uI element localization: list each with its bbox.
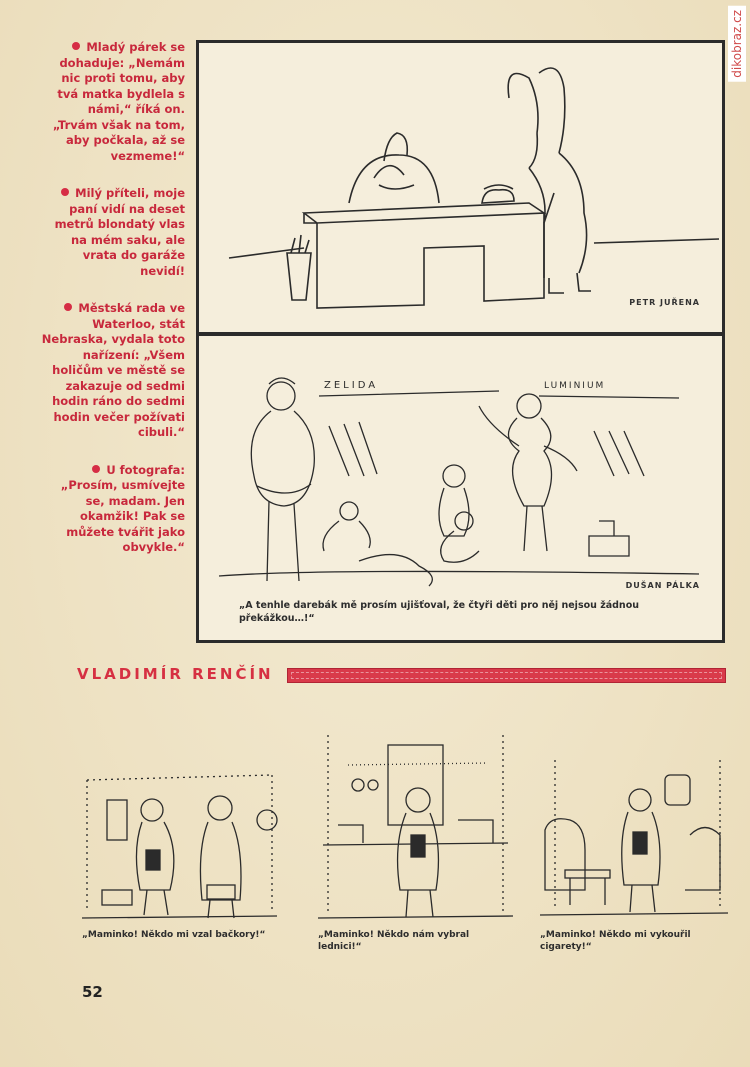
joke-item xyxy=(40,186,185,279)
cigarettes-illustration xyxy=(540,740,730,925)
slippers-illustration xyxy=(82,740,282,925)
artist-name: VLADIMÍR RENČÍN xyxy=(77,665,274,683)
cartoon-panel xyxy=(318,725,513,953)
bullet-icon xyxy=(72,42,80,50)
cartoon-panel xyxy=(540,740,730,953)
bullet-icon xyxy=(61,188,69,196)
jokes-column xyxy=(40,40,185,578)
cartoon-panel xyxy=(82,740,282,941)
joke-text: Městská rada ve Waterloo, stát Nebraska, vydala toto nařízení: „Všem holičům ve městě se zakazuje od sedmi hodin ráno do sedmi hodin večer požívati cibuli.“ xyxy=(41,301,185,439)
joke-text: Milý příteli, moje paní vidí na deset metrů blondatý vlas na mém saku, ale vrata do garáže nevidí! xyxy=(54,186,185,278)
office-illustration xyxy=(199,43,722,332)
cartoon-office xyxy=(196,40,725,335)
sign-left-text: ZELIDA xyxy=(324,380,379,391)
panel-caption: „Maminko! Někdo nám vybral lednici!“ xyxy=(318,930,470,952)
joke-item xyxy=(40,463,185,556)
joke-item xyxy=(40,40,185,164)
decorative-red-bar xyxy=(287,668,726,683)
panel-caption: „Maminko! Někdo mi vzal bačkory!“ xyxy=(82,930,266,940)
bullet-icon xyxy=(64,303,72,311)
joke-item xyxy=(40,301,185,441)
beach-illustration xyxy=(199,336,722,640)
bullet-icon xyxy=(92,465,100,473)
fridge-illustration xyxy=(318,725,513,925)
cartoon-caption: „A tenhle darebák mě prosím ujišťoval, že čtyři děti pro něj nejsou žádnou překážkou…!“ xyxy=(239,600,639,624)
artist-credit: DUŠAN PÁLKA xyxy=(625,581,700,590)
joke-text: U fotografa: „Prosím, usmívejte se, madam. Jen okamžik! Pak se můžete tvářit jako obvykle.“ xyxy=(60,462,185,554)
sign-right-text: LUMINIUM xyxy=(544,381,606,391)
panel-caption: „Maminko! Někdo mi vykouřil cigarety!“ xyxy=(540,930,691,952)
page-number: 52 xyxy=(82,983,103,1001)
cartoon-beach xyxy=(196,333,725,643)
site-watermark: dikobraz.cz xyxy=(728,6,746,82)
joke-text: Mladý párek se dohaduje: „Nemám nic proti tomu, aby tvá matka bydlela s námi,“ říká on. „Trvám však na tom, aby počkala, až se vezmeme!“ xyxy=(52,40,185,163)
artist-credit: PETR JUŘENA xyxy=(629,298,700,307)
